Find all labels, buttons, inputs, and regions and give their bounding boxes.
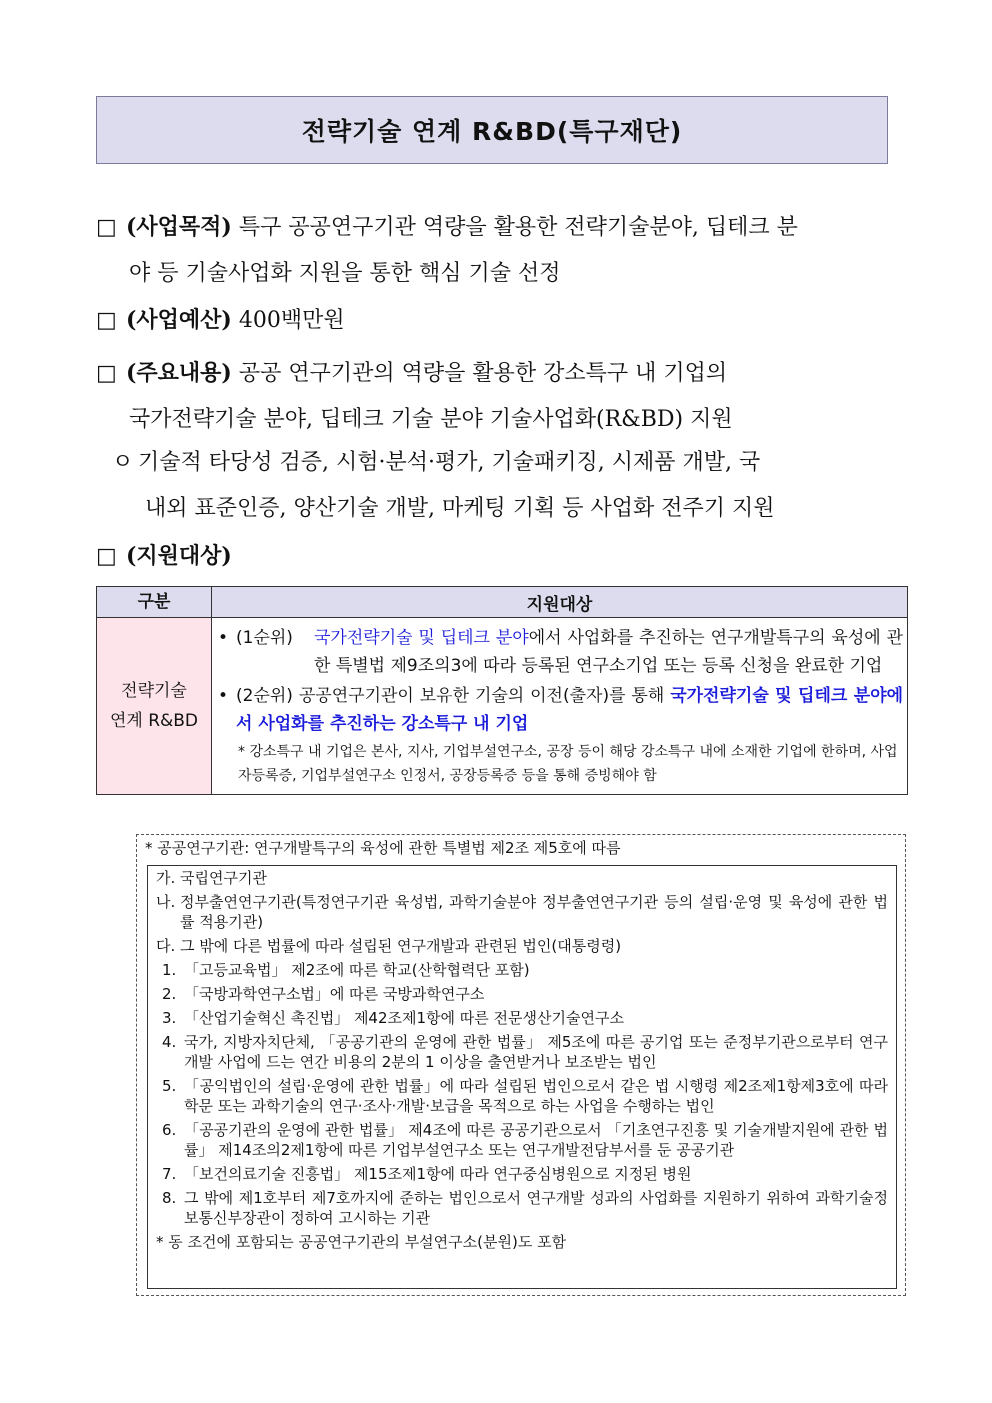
list-item: [156, 984, 888, 1004]
list-label: 1.: [162, 961, 177, 979]
priority-item-1: [218, 624, 903, 680]
footnote-tail: [156, 1232, 888, 1252]
priority-highlight: 국가전략기술 및 딥테크 분야에서 사업화를 추진하는 강소특구 내 기업: [236, 686, 904, 734]
table-category-cell: [97, 618, 212, 795]
table-row: [97, 618, 908, 795]
section-label: (사업목적): [126, 214, 232, 240]
list-text: 그 밖에 제1호부터 제7호까지에 준하는 법인으로서 연구개발 성과의 사업화를 지원하기 위하여 과학기술정보통신부장관이 정하여 고시하는 기관: [184, 1189, 888, 1227]
list-label: 8.: [162, 1189, 177, 1207]
list-text: 「보건의료기술 진흥법」 제15조제1항에 따라 연구중심병원으로 지정된 병원: [184, 1165, 692, 1183]
list-item: [156, 1008, 888, 1028]
priority-text: 에서 사업화를 추진하는 연구개발특구의 육성에 관한 특별법 제9조의3에 따라 등록된 연구소기업 또는 등록 신청을 완료한 기업: [314, 628, 903, 676]
section-label: (주요내용): [126, 360, 232, 386]
title-box: [96, 96, 888, 164]
circle-bullet-icon: ㅇ: [112, 450, 134, 475]
list-label: 2.: [162, 985, 177, 1003]
priority-highlight: 국가전략기술 및 딥테크 분야: [314, 628, 529, 648]
section-text-cont: 야 등 기술사업화 지원을 통한 핵심 기술 선정: [129, 261, 561, 286]
circle-item-text-cont: 내외 표준인증, 양산기술 개발, 마케팅 기획 등 사업화 전주기 지원: [145, 496, 775, 521]
list-label: 다.: [156, 937, 176, 955]
list-text: 「국방과학연구소법」에 따른 국방과학연구소: [184, 985, 485, 1003]
list-text: * 동 조건에 포함되는 공공연구기관의 부설연구소(분원)도 포함: [156, 1233, 567, 1251]
section-main-content: [96, 350, 901, 443]
list-text: 「공익법인의 설립·운영에 관한 법률」에 따라 설립된 법인으로서 같은 법 시행령 제2조제1항제3호에 따라 학문 또는 과학기술의 연구·조사·개발·보급을 목적으로 하는 사업을 수행하는 법인: [184, 1077, 888, 1115]
list-item: [156, 868, 888, 888]
list-text: 「산업기술혁신 촉진법」 제42조제1항에 따른 전문생산기술연구소: [184, 1009, 624, 1027]
list-text: 정부출연연구기관(특정연구기관 육성법, 과학기술분야 정부출연연구기관 등의 설립·운영 및 육성에 관한 법률 적용기관): [180, 893, 888, 931]
footnote-box: [136, 834, 906, 1296]
priority-tag: (2순위): [236, 686, 293, 706]
list-text: 「고등교육법」 제2조에 따른 학교(산학협력단 포함): [184, 961, 530, 979]
priority-item-2: [218, 682, 903, 738]
list-item: [156, 1188, 888, 1228]
section-budget: [96, 297, 901, 344]
list-item: [156, 1164, 888, 1184]
footnote-inner-box: [147, 865, 897, 1289]
page-title: 전략기술 연계 R&BD(특구재단): [301, 117, 683, 146]
list-label: 6.: [162, 1121, 177, 1139]
support-target-table: [96, 586, 908, 795]
list-item: [156, 1120, 888, 1160]
section-text: 400백만원: [238, 308, 345, 333]
category-line: 전략기술: [121, 681, 187, 701]
checkbox-square-icon: □: [96, 544, 117, 569]
list-label: 7.: [162, 1165, 177, 1183]
table-content-cell: [212, 618, 908, 795]
circle-item: [112, 440, 902, 532]
list-label: 5.: [162, 1077, 177, 1095]
priority-text: 공공연구기관이 보유한 기술의 이전(출자)를 통해: [298, 686, 671, 706]
list-item: [156, 1076, 888, 1116]
category-line: 연계 R&BD: [109, 711, 199, 731]
priority-tag: (1순위): [236, 628, 293, 648]
section-purpose: [96, 204, 901, 297]
section-text-cont: 국가전략기술 분야, 딥테크 기술 분야 기술사업화(R&BD) 지원: [129, 407, 733, 432]
table-header-category: 구분: [97, 587, 212, 618]
checkbox-square-icon: □: [96, 308, 117, 333]
list-label: 3.: [162, 1009, 177, 1027]
section-text: 공공 연구기관의 역량을 활용한 강소특구 내 기업의: [238, 361, 728, 386]
list-label: 4.: [162, 1033, 177, 1051]
section-target: [96, 533, 901, 580]
list-text: 국가, 지방자치단체, 「공공기관의 운영에 관한 법률」 제5조에 따른 공기업 또는 준정부기관으로부터 연구개발 사업에 드는 연간 비용의 2분의 1 이상을 출연받거나 보조받는 법인: [184, 1033, 888, 1071]
list-item: [156, 960, 888, 980]
section-label: (사업예산): [126, 307, 232, 333]
bullet-icon: •: [218, 628, 229, 648]
circle-item-text: 기술적 타당성 검증, 시험·분석·평가, 기술패키징, 시제품 개발, 국: [138, 450, 761, 475]
list-text: 「공공기관의 운영에 관한 법률」 제4조에 따른 공공기관으로서 「기초연구진흥 및 기술개발지원에 관한 법률」 제14조의2제1항에 따른 기업부설연구소 또는 연구개발전담부서를 둔 공공기관: [184, 1121, 888, 1159]
list-item: [156, 936, 888, 956]
checkbox-square-icon: □: [96, 215, 117, 240]
section-text: 특구 공공연구기관 역량을 활용한 전략기술분야, 딥테크 분: [238, 215, 798, 240]
footnote-head: * 공공연구기관: 연구개발특구의 육성에 관한 특별법 제2조 제5호에 따름: [145, 839, 621, 857]
list-text: 그 밖에 다른 법률에 따라 설립된 연구개발과 관련된 법인(대통령령): [180, 937, 622, 955]
list-label: 나.: [156, 893, 176, 911]
list-item: [156, 1032, 888, 1072]
checkbox-square-icon: □: [96, 361, 117, 386]
list-item: [156, 892, 888, 932]
table-note: * 강소특구 내 기업은 본사, 지사, 기업부설연구소, 공장 등이 해당 강소특구 내에 소재한 기업에 한하며, 사업자등록증, 기업부설연구소 인정서, 공장등록증 등을 통해 증빙해야 함: [238, 744, 898, 784]
table-header-row: [97, 587, 908, 618]
list-label: 가.: [156, 869, 176, 887]
bullet-icon: •: [218, 686, 229, 706]
table-header-target: 지원대상: [212, 587, 908, 618]
section-label: (지원대상): [126, 543, 232, 569]
list-text: 국립연구기관: [180, 869, 267, 887]
